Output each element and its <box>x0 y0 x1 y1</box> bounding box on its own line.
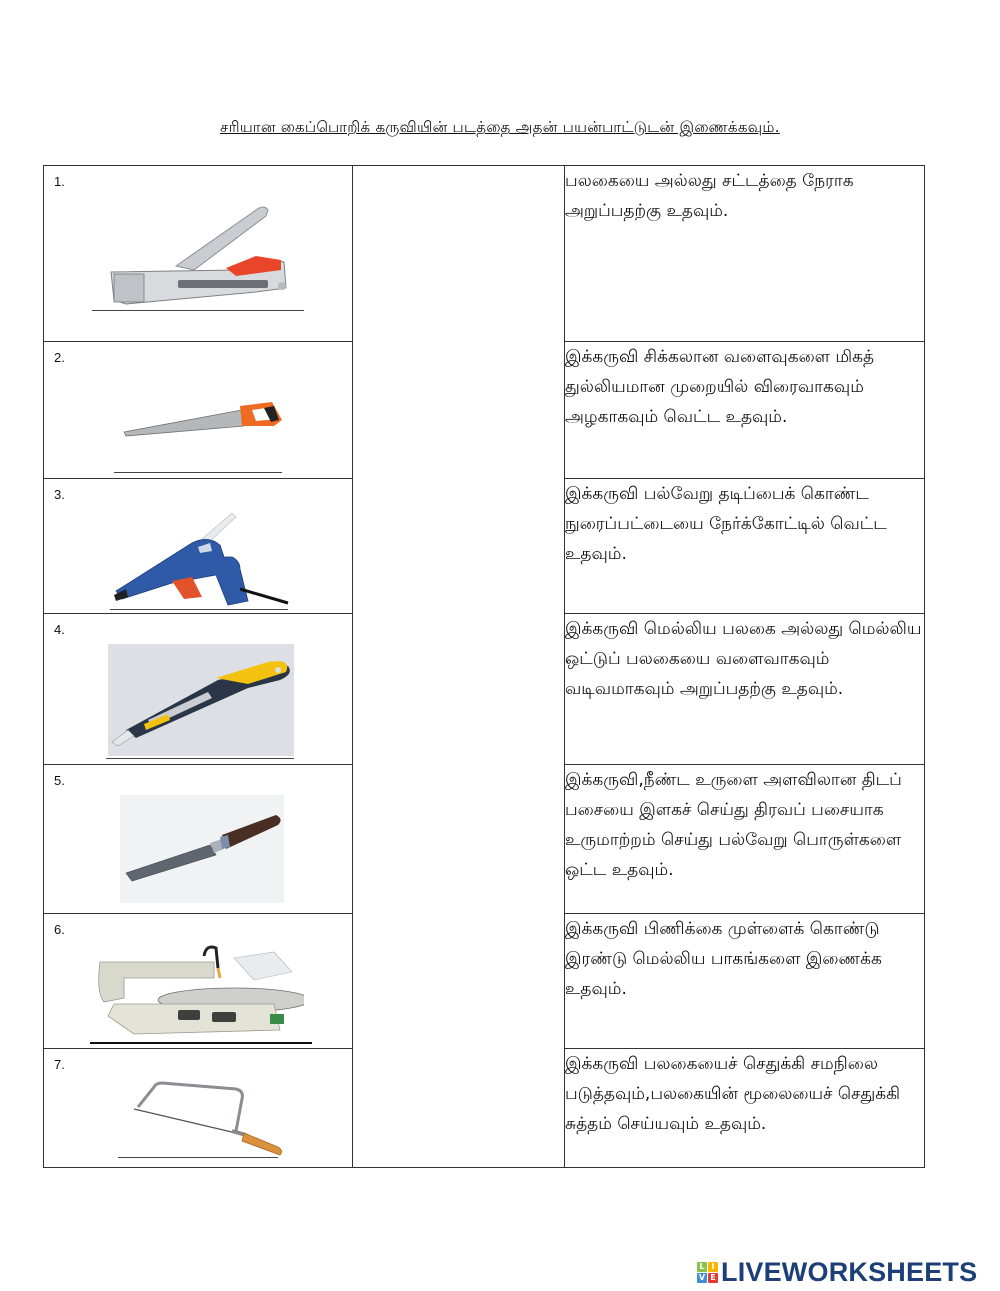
answer-line <box>110 609 288 610</box>
chisel-icon <box>120 795 284 903</box>
coping-saw-icon <box>126 1079 286 1159</box>
tool-image-cell <box>44 479 353 614</box>
matching-drop-area[interactable] <box>353 166 565 1168</box>
scroll-saw-icon <box>94 942 304 1038</box>
row-number: 1. <box>54 174 65 189</box>
row-number: 3. <box>54 487 65 502</box>
stapler-gun-icon <box>106 200 296 308</box>
tool-image-cell <box>44 765 353 914</box>
answer-line <box>118 1157 278 1158</box>
logo-text: LIVEWORKSHEETS <box>721 1257 978 1287</box>
answer-line <box>90 1042 312 1044</box>
description-cell: இக்கருவி பலகையைச் செதுக்கி சமநிலை படுத்தவும்,பலகையின் மூலையைச் செதுக்கி சுத்தம் செய்யவும் உதவும். <box>565 1049 925 1168</box>
liveworksheets-logo[interactable] <box>697 1257 977 1288</box>
row-number: 4. <box>54 622 65 637</box>
description-cell: இக்கருவி சிக்கலான வளைவுகளை மிகத் துல்லியமான முறையில் விரைவாகவும் அழகாகவும் வெட்ட உதவும். <box>565 342 925 479</box>
tool-image-cell <box>44 614 353 765</box>
description-cell: இக்கருவி பல்வேறு தடிப்பைக் கொண்ட நுரைப்பட்டையை நேர்க்கோட்டில் வெட்ட உதவும். <box>565 479 925 614</box>
table-row <box>44 166 925 342</box>
answer-line <box>114 472 282 473</box>
description-cell: இக்கருவி பிணிக்கை முள்ளைக் கொண்டு இரண்டு மெல்லிய பாகங்களை இணைக்க உதவும். <box>565 914 925 1049</box>
row-number: 6. <box>54 922 65 937</box>
tool-image-cell <box>44 342 353 479</box>
live-squares-icon: L I V E <box>697 1262 718 1283</box>
row-number: 7. <box>54 1057 65 1072</box>
acrylic-cutter-icon <box>108 644 294 756</box>
tool-image-cell <box>44 1049 353 1168</box>
worksheet-title: சரியான கைப்பொறிக் கருவியின் படத்தை அதன் பயன்பாட்டுடன் இணைக்கவும். <box>220 118 780 136</box>
tool-image-cell <box>44 914 353 1049</box>
row-number: 5. <box>54 773 65 788</box>
description-cell: இக்கருவி,நீண்ட உருளை அளவிலான திடப் பசையை இளகச் செய்து திரவப் பசையாக உருமாற்றம் செய்து பல்வேறு பொருள்களை ஒட்ட உதவும். <box>565 765 925 914</box>
hand-saw-icon <box>122 398 284 438</box>
answer-line <box>92 310 304 311</box>
answer-line <box>106 758 294 759</box>
matching-table <box>43 165 925 1168</box>
description-cell: இக்கருவி மெல்லிய பலகை அல்லது மெல்லிய ஒட்டுப் பலகையை வளைவாகவும் வடிவமாகவும் அறுப்பதற்கு உதவும். <box>565 614 925 765</box>
description-cell: பலகையை அல்லது சட்டத்தை நேராக அறுப்பதற்கு உதவும். <box>565 166 925 342</box>
glue-gun-icon <box>112 509 292 609</box>
tool-image-cell <box>44 166 353 342</box>
row-number: 2. <box>54 350 65 365</box>
